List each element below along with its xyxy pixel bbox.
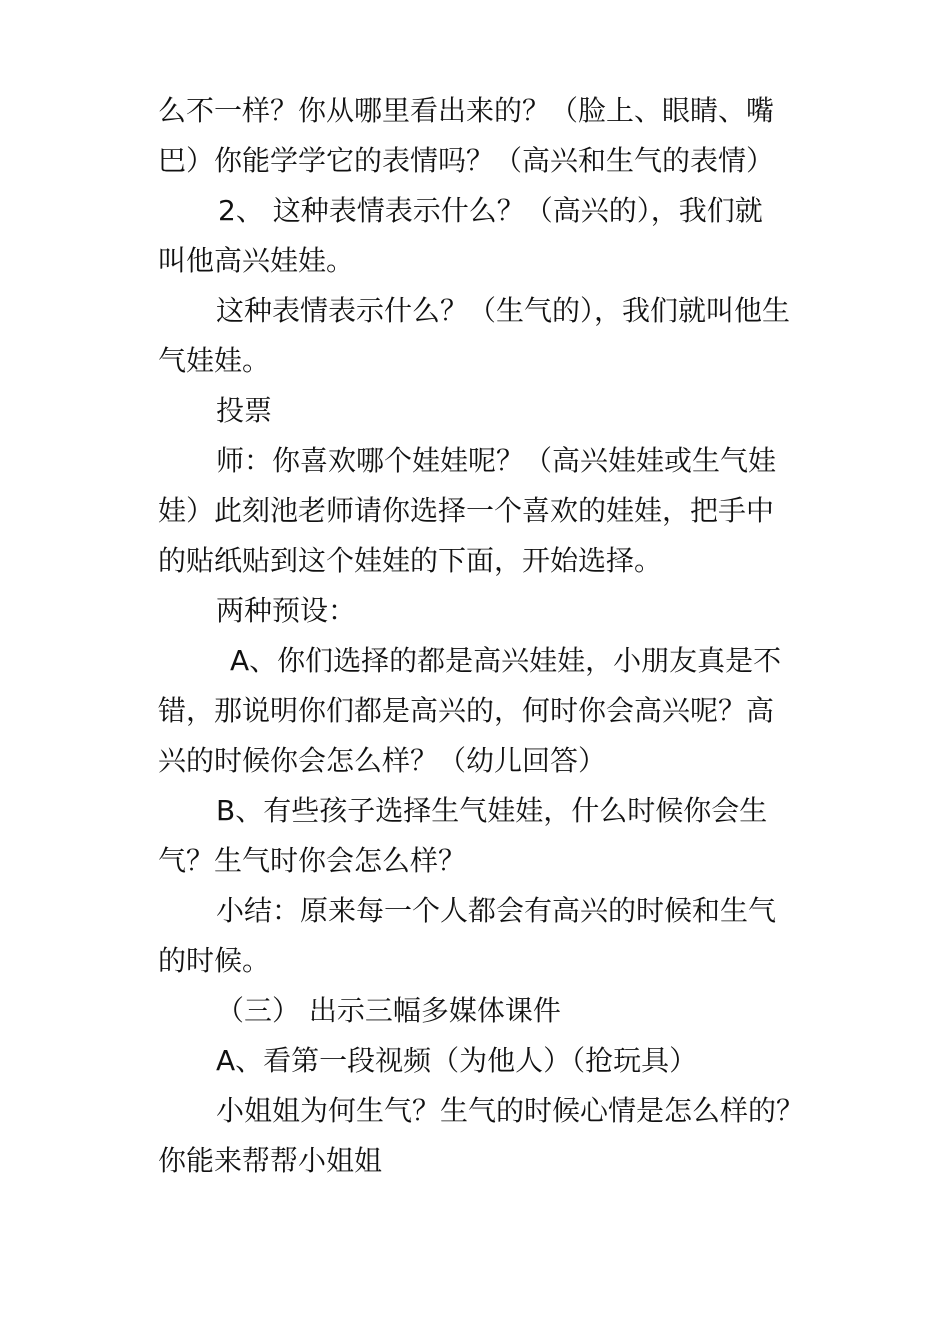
text-line: 小结：原来每一个人都会有高兴的时候和生气 [216, 894, 777, 927]
text-line: 你能来帮帮小姐姐 [158, 1144, 383, 1177]
text-line: 这种表情表示什么？（生气的），我们就叫他生 [216, 294, 791, 327]
text-line: 巴）你能学学它的表情吗？（高兴和生气的表情） [158, 144, 775, 177]
text-line: 两种预设： [216, 594, 357, 627]
text-line: 兴的时候你会怎么样？（幼儿回答） [158, 744, 607, 777]
text-line: 么不一样？你从哪里看出来的？（脸上、眼睛、嘴 [158, 94, 775, 127]
text-line: 娃）此刻池老师请你选择一个喜欢的娃娃，把手中 [158, 494, 775, 527]
text-line: A、你们选择的都是高兴娃娃，小朋友真是不 [230, 644, 782, 677]
text-line: 的贴纸贴到这个娃娃的下面，开始选择。 [158, 544, 663, 577]
text-line: 叫他高兴娃娃。 [158, 244, 355, 277]
text-line: 师：你喜欢哪个娃娃呢？（高兴娃娃或生气娃 [216, 444, 777, 477]
section-heading: 投票 [216, 394, 273, 427]
text-line: 的时候。 [158, 944, 271, 977]
text-line: 小姐姐为何生气？生气的时候心情是怎么样的？ [216, 1094, 805, 1127]
text-line: A、看第一段视频（为他人）（抢玩具） [216, 1044, 698, 1077]
document-body [158, 86, 818, 1186]
section-heading: （三） 出示三幅多媒体课件 [216, 994, 561, 1027]
text-line: 2、 这种表情表示什么？（高兴的），我们就 [218, 194, 763, 227]
text-line: 气娃娃。 [158, 344, 271, 377]
text-line: B、有些孩子选择生气娃娃，什么时候你会生 [216, 794, 768, 827]
text-line: 错，那说明你们都是高兴的，何时你会高兴呢？高 [158, 694, 775, 727]
text-line: 气？生气时你会怎么样？ [158, 844, 467, 877]
